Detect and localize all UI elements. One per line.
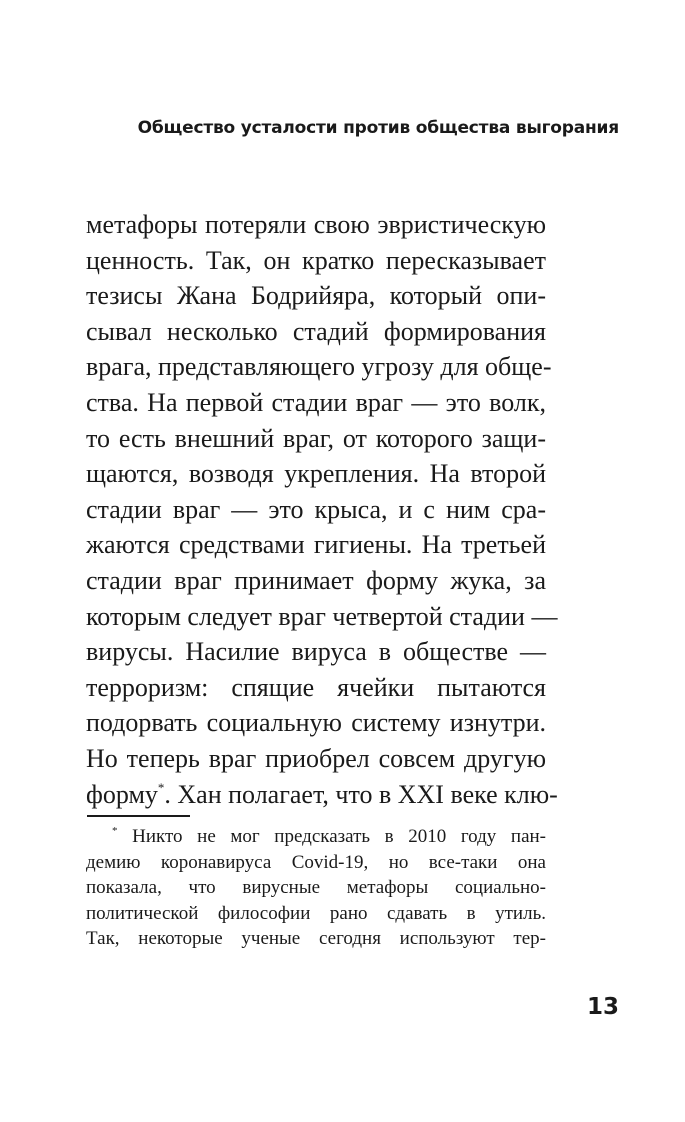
text-line: вирусы. Насилие вируса в обществе — [86, 637, 546, 667]
footnote-line: показала, что вирусные метафоры социально- [86, 877, 546, 899]
text-line: ценность. Так, он кратко пересказывает [86, 245, 546, 275]
text-line: стадии враг — это крыса, и с ним сра- [86, 494, 546, 524]
running-head: Общество усталости против общества выгорания [137, 118, 619, 138]
text-line: щаются, возводя укрепления. На второй [86, 459, 546, 489]
footnote-reference[interactable]: * [157, 779, 165, 795]
text-line: сывал несколько стадий формирования [86, 316, 546, 346]
text-line-last [86, 777, 558, 813]
text-line: тезисы Жана Бодрийяра, который опи- [86, 281, 546, 311]
text-line: метафоры потеряли свою эвристическую [86, 210, 546, 239]
footnote-text: Никто не мог предсказать в 2010 году пан- [132, 826, 547, 847]
text-fragment: форму [86, 779, 158, 809]
text-line: которым следует враг четвертой стадии — [86, 601, 558, 631]
footnote-line [86, 824, 546, 850]
footnote [86, 824, 546, 952]
page-number: 13 [586, 994, 619, 1020]
text-fragment: . Хан полагает, что в XXI веке клю- [164, 779, 558, 809]
main-text [86, 207, 558, 812]
text-line: стадии враг принимает форму жука, за [86, 565, 546, 595]
text-line: врага, представляющего угрозу для обще- [86, 352, 552, 382]
footnote-divider [87, 815, 190, 817]
text-line: подорвать социальную систему изнутри. [86, 708, 546, 738]
text-line: ства. На первой стадии враг — это волк, [86, 387, 546, 417]
footnote-mark: * [112, 825, 118, 837]
text-line: то есть внешний враг, от которого защи- [86, 423, 546, 453]
footnote-line: политической философии рано сдавать в утиль. [86, 902, 546, 924]
text-line: Но теперь враг приобрел совсем другую [86, 743, 546, 773]
footnote-line: демию коронавируса Covid-19, но все-таки она [86, 851, 546, 873]
text-line: терроризм: спящие ячейки пытаются [86, 672, 546, 702]
footnote-line: Так, некоторые ученые сегодня используют тер- [86, 928, 546, 950]
text-line: жаются средствами гигиены. На третьей [86, 530, 546, 560]
